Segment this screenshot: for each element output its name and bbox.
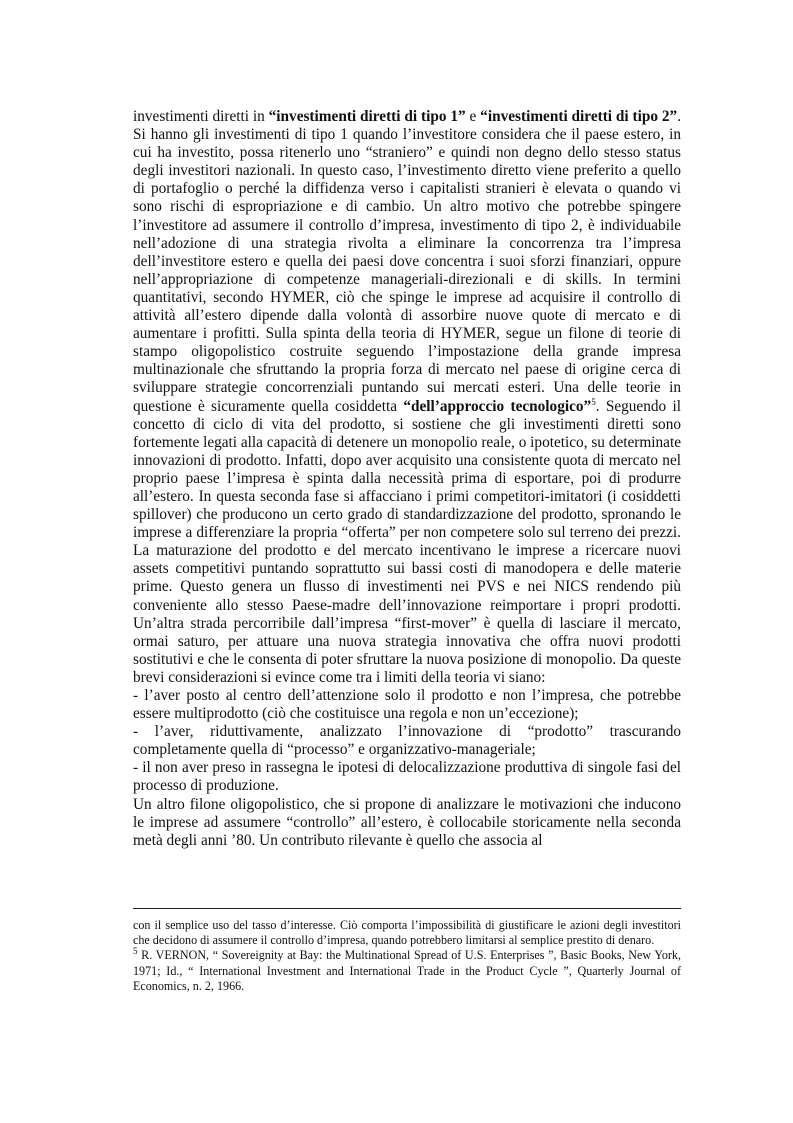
text-run: . Si hanno gli investimenti di tipo 1 quando l’investitore considera che il paese estero, in cui ha investito, possa ritenerlo uno “straniero” e quindi non degno dello stesso status degli investitori nazionali. In questo caso, l’investimento diretto viene preferito a quello di portafoglio o perché la diffidenza verso i capitalisti stranieri è elevata o quando vi sono rischi di espropriazione e di cambio. Un altro motivo che potrebbe spingere l’investitore ad assumere il controllo d’impresa, investimento di tipo 2, è individuabile nell’adozione di una strategia rivolta a eliminare la concorrenza tra l’impresa dell’investitore estero e quella dei paesi dove concentra i suoi sforzi finanziari, oppure nell’appropriazione di competenze manageriali-direzionali e di skills. In termini quantitativi, secondo HYMER, ciò che spinge le imprese ad acquisire il controllo di attività all’estero dipende dalla volontà di assorbire nuove quote di mercato e di aumentare i profitti. Sulla spinta della teoria di HYMER, segue un filone di teorie di stampo oligopolistico costruite seguendo l’impostazione della grande impresa multinazionale che sfruttando la propria forza di mercato nel paese di origine cerca di sviluppare strategie concorrenziali puntando sui mercati esteri. Una delle teorie in questione è sicuramente quella cosiddetta — [133, 108, 682, 415]
list-item-limit-1: - l’aver posto al centro dell’attenzione solo il prodotto e non l’impresa, che potrebbe essere multiprodotto (ciò che costituisce una regola e non un’eccezione); — [133, 687, 681, 723]
list-item-limit-2: - l’aver, riduttivamente, analizzato l’innovazione di “prodotto” trascurando completamente quella di “processo” e organizzativo-manageriale; — [133, 723, 681, 759]
page-body — [133, 108, 681, 850]
bold-term-approccio-tecnologico: “dell’approccio tecnologico” — [403, 397, 592, 415]
footnotes-section — [133, 918, 681, 994]
bold-term-tipo-1: “investimenti diretti di tipo 1” — [268, 108, 466, 125]
paragraph-hymer-theory — [133, 108, 681, 687]
paragraph-oligopolistic: Un altro filone oligopolistico, che si propone di analizzare le motivazioni che inducono le imprese ad assumere “controllo” all’estero, è collocabile storicamente nella seconda metà degli anni ’80. Un contributo rilevante è quello che associa al — [133, 795, 681, 849]
bold-term-tipo-2: “investimenti diretti di tipo 2” — [480, 108, 678, 125]
list-item-limit-3: - il non aver preso in rassegna le ipotesi di delocalizzazione produttiva di singole fasi del processo di produzione. — [133, 759, 681, 795]
text-run: investimenti diretti in — [133, 108, 269, 125]
text-run: . Seguendo il concetto di ciclo di vita del prodotto, si sostiene che gli investimenti diretti sono fortemente legati alla capacità di detenere un monopolio reale, o ipotetico, su determinate innovazioni di prodotto. Infatti, dopo aver acquisito una consistente quota di mercato nel proprio paese l’impresa è spinta dalla necessità prima di esportare, poi di produrre all’estero. In questa seconda fase si affacciano i primi competitori-imitatori (i cosiddetti spillover) che producono un certo grado di standardizzazione del prodotto, spronando le imprese a differenziare la propria “offerta” per non competere solo sul terreno dei prezzi. La maturazione del prodotto e del mercato incentivano le imprese a ricercare nuovi assets competitivi puntando soprattutto sui bassi costi di manodopera e delle materie prime. Questo genera un flusso di investimenti nei PVS e nei NICS rendendo più conveniente allo stesso Paese-madre dell’innovazione reimportare i propri prodotti. Un’altra strada percorribile dall’impresa “first-mover” è quella di lasciare il mercato, ormai saturo, per attuare una nuova strategia innovativa che offra nuovi prodotti sostitutivi e che le consenta di poter sfruttare la nuova posizione di monopolio. Da queste brevi considerazioni si evince come tra i limiti della teoria vi siano: — [133, 397, 681, 686]
footnote-number: 5 — [133, 946, 138, 957]
text-run: e — [465, 108, 481, 125]
footnote-divider — [133, 908, 681, 909]
footnote-ref-5[interactable]: 5 — [591, 396, 596, 407]
footnote-text: R. VERNON, “ Sovereignity at Bay: the Multinational Spread of U.S. Enterprises ”, Basic Books, New York, 1971; Id., “ International Investment and International Trade in the Product Cycle ”, Quarterly Journal of Economics, n. 2, 1966. — [133, 948, 681, 993]
footnote-5 — [133, 948, 681, 994]
footnote-continuation: con il semplice uso del tasso d’interesse. Ciò comporta l’impossibilità di giustificare le azioni degli investitori che decidono di assumere il controllo d’impresa, quando potrebbero limitarsi al semplice prestito di denaro. — [133, 918, 681, 948]
